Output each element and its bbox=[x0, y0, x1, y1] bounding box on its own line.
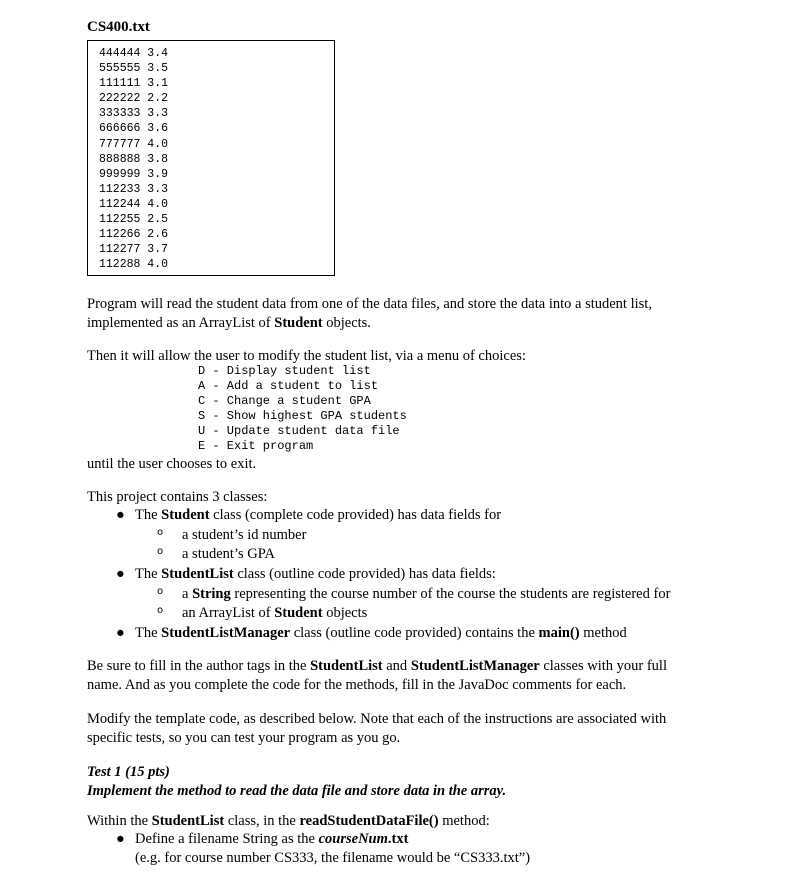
bullet-dot: ● bbox=[116, 625, 125, 641]
menu-intro: Then it will allow the user to modify the student list, via a menu of choices: bbox=[87, 348, 526, 364]
menu-choice: U - Update student data file bbox=[198, 424, 400, 438]
filename-example: (e.g. for course number CS333, the filename would be “CS333.txt”) bbox=[135, 850, 531, 866]
menu-choice: C - Change a student GPA bbox=[198, 394, 371, 408]
menu-choice: D - Display student list bbox=[198, 364, 371, 378]
author-line-2: name. And as you complete the code for the methods, fill in the JavaDoc comments for each. bbox=[87, 677, 627, 693]
bullet-manager-class: The StudentListManager class (outline code provided) contains the main() method bbox=[135, 625, 627, 641]
circle-bullet: o bbox=[157, 546, 164, 557]
data-line: 777777 4.0 bbox=[99, 137, 169, 151]
data-line: 111111 3.1 bbox=[99, 77, 169, 91]
modify-line-1: Modify the template code, as described below. Note that each of the instructions are associated with bbox=[87, 711, 667, 727]
circle-bullet: o bbox=[157, 605, 164, 616]
circle-bullet: o bbox=[157, 527, 164, 538]
studentlist-field-string: a String representing the course number of the course the students are registered for bbox=[182, 586, 671, 602]
intro-paragraph bbox=[87, 295, 727, 333]
bullet-student-class: The Student class (complete code provided) has data fields for bbox=[135, 507, 502, 523]
menu-choice: E - Exit program bbox=[198, 439, 314, 453]
within-paragraph: Within the StudentList class, in the readStudentDataFile() method: bbox=[87, 813, 490, 829]
data-line: 555555 3.5 bbox=[99, 62, 169, 76]
test1-title: Test 1 (15 pts) bbox=[87, 764, 170, 780]
menu-choice: A - Add a student to list bbox=[198, 379, 379, 393]
data-line: 112244 4.0 bbox=[99, 197, 169, 211]
intro-line-2: implemented as an ArrayList of Student objects. bbox=[87, 315, 371, 331]
data-line: 112266 2.6 bbox=[99, 228, 169, 242]
menu-outro: until the user chooses to exit. bbox=[87, 456, 257, 472]
data-line: 112255 2.5 bbox=[99, 213, 169, 227]
student-field-gpa: a student’s GPA bbox=[182, 546, 275, 562]
data-line: 333333 3.3 bbox=[99, 107, 169, 121]
define-filename-bullet: Define a filename String as the courseNum.txt bbox=[135, 831, 409, 847]
intro-line-1: Program will read the student data from one of the data files, and store the data into a student list, bbox=[87, 296, 652, 312]
author-line-1: Be sure to fill in the author tags in the StudentList and StudentListManager classes with your full bbox=[87, 658, 667, 674]
data-line: 112288 4.0 bbox=[99, 258, 169, 272]
data-line: 112277 3.7 bbox=[99, 243, 169, 257]
data-line: 888888 3.8 bbox=[99, 152, 169, 166]
file-title: CS400.txt bbox=[87, 19, 150, 35]
data-line: 999999 3.9 bbox=[99, 167, 169, 181]
menu-choice: S - Show highest GPA students bbox=[198, 409, 407, 423]
data-line: 112233 3.3 bbox=[99, 182, 169, 196]
bullet-dot: ● bbox=[116, 566, 125, 582]
menu-choices-list bbox=[198, 364, 407, 454]
data-line: 222222 2.2 bbox=[99, 92, 169, 106]
modify-paragraph bbox=[87, 710, 737, 748]
studentlist-field-arraylist: an ArrayList of Student objects bbox=[182, 605, 368, 621]
circle-bullet: o bbox=[157, 586, 164, 597]
student-field-id: a student’s id number bbox=[182, 527, 307, 543]
data-line: 444444 3.4 bbox=[99, 47, 169, 60]
bullet-dot: ● bbox=[116, 507, 125, 523]
test1-subtitle: Implement the method to read the data file and store data in the array. bbox=[87, 783, 507, 799]
bullet-studentlist-class: The StudentList class (outline code provided) has data fields: bbox=[135, 566, 496, 582]
test1-heading bbox=[87, 763, 727, 801]
classes-intro: This project contains 3 classes: bbox=[87, 489, 268, 505]
modify-line-2: specific tests, so you can test your program as you go. bbox=[87, 730, 401, 746]
author-tags-paragraph bbox=[87, 657, 737, 695]
bullet-dot: ● bbox=[116, 831, 125, 847]
data-line: 666666 3.6 bbox=[99, 122, 169, 136]
data-file-box bbox=[87, 40, 335, 276]
